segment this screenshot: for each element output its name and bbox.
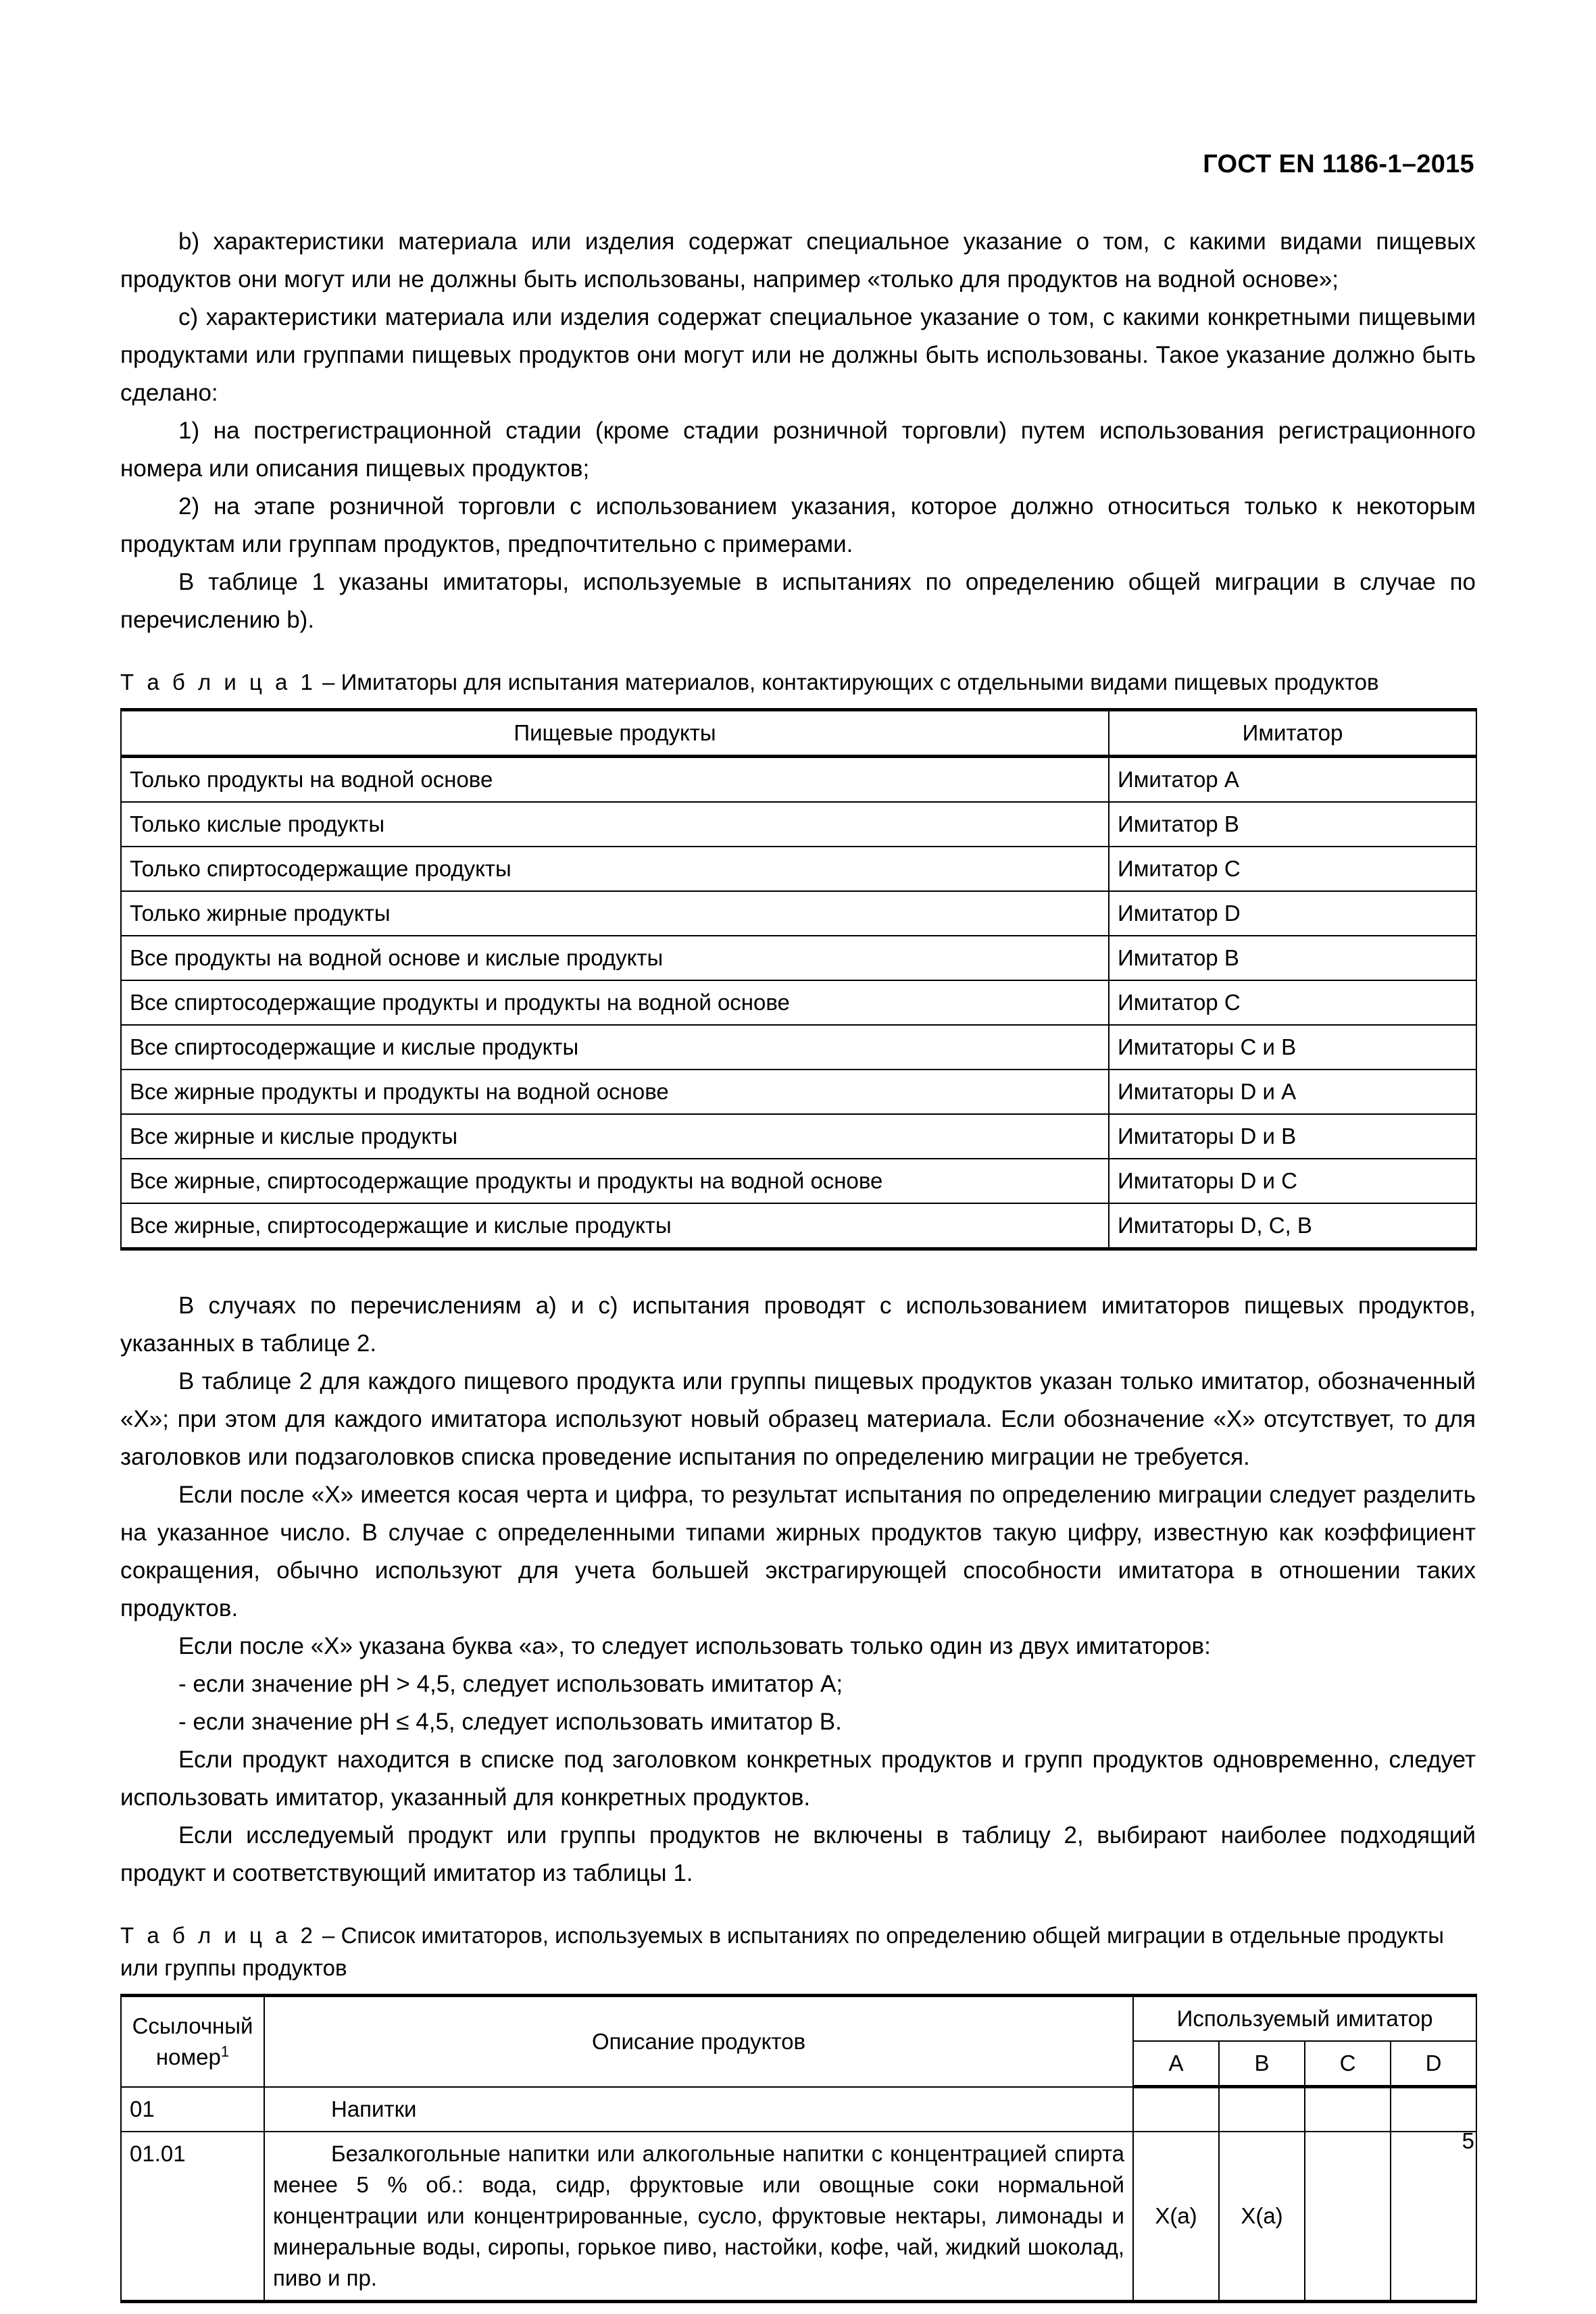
table-row (121, 802, 1476, 847)
table2-cell-simulant-d (1391, 2132, 1476, 2302)
page-header-standard-title: ГОСТ EN 1186-1–2015 (1203, 150, 1474, 178)
table-row (121, 936, 1476, 980)
paragraph-after-table1-3: Если после «X» имеется косая черта и цифра, то результат испытания по определению миграции следует разделить на указанное число. В случае с определенными типами жирных продуктов такую цифру, известную как коэффициент сокращения, обычно используют для учета большей экстрагирующей способности имитатора в отношении таких продуктов. (120, 1482, 1476, 1621)
bullet-ph-less-equal: - если значение pH ≤ 4,5, следует использовать имитатор B. (178, 1709, 842, 1735)
table1-header-food: Пищевые продукты (121, 710, 1109, 757)
table2-cell-simulant-c (1305, 2132, 1391, 2302)
table2-cell-description: Безалкогольные напитки или алкогольные напитки с концентрацией спирта менее 5 % об.: вода, сидр, фруктовые или овощные соки нормальной концентрации или концентрированные, сусло, фруктовые нектары, лимонады и минеральные воды, сиропы, горькое пиво, настойки, кофе, чай, жидкий шоколад, пиво и пр. (264, 2132, 1133, 2302)
paragraph-c: c) характеристики материала или изделия содержат специальное указание о том, с какими конкретными пищевыми продуктами или группами пищевых продуктов они могут или не должны быть использованы. Такое указание должно быть сделано: (120, 304, 1476, 406)
table1-cell-food: Все жирные продукты и продукты на водной основе (121, 1070, 1109, 1114)
spacer (120, 639, 1476, 666)
table2-cell-simulant-d (1391, 2087, 1476, 2132)
table1-cell-simulant: Имитатор B (1109, 802, 1476, 847)
table2-cell-description: Напитки (264, 2087, 1133, 2132)
table-row (121, 1025, 1476, 1070)
table-row (121, 1159, 1476, 1203)
table2-header-simulant-a: A (1133, 2041, 1219, 2087)
paragraph-table1-intro: В таблице 1 указаны имитаторы, используемые в испытаниях по определению общей миграции в случае по перечислению b). (120, 569, 1476, 633)
table1-cell-simulant: Имитатор D (1109, 891, 1476, 936)
paragraph-after-table1-4: Если после «X» указана буква «a», то следует использовать только один из двух имитаторов: (178, 1633, 1211, 1659)
paragraph-after-table1-5: Если продукт находится в списке под заголовком конкретных продуктов и групп продуктов одновременно, следует использовать имитатор, указанный для конкретных продуктов. (120, 1746, 1476, 1811)
table1-cell-simulant: Имитаторы D, C, B (1109, 1203, 1476, 1249)
table2-cell-simulant-b: X(a) (1219, 2132, 1305, 2302)
table2-header-reference-line1: Ссылочный (132, 2013, 253, 2038)
table1-cell-food: Только продукты на водной основе (121, 757, 1109, 803)
table-row (121, 1114, 1476, 1159)
table1-cell-simulant: Имитатор C (1109, 847, 1476, 891)
table1-header-simulant: Имитатор (1109, 710, 1476, 757)
table2-header-simulant-c: C (1305, 2041, 1391, 2087)
table2-header-reference-line2: номер (155, 2044, 221, 2069)
table2-cell-simulant-a: X(a) (1133, 2132, 1219, 2302)
table1-cell-simulant: Имитатор A (1109, 757, 1476, 803)
paragraph-after-table1-1: В случаях по перечислениям a) и c) испытания проводят с использованием имитаторов пищевых продуктов, указанных в таблице 2. (120, 1292, 1476, 1357)
table-row (121, 980, 1476, 1025)
table2-caption (120, 1919, 1476, 1984)
table2-body (121, 2087, 1476, 2302)
table1-cell-food: Все спиртосодержащие продукты и продукты на водной основе (121, 980, 1109, 1025)
paragraph-b: b) характеристики материала или изделия содержат специальное указание о том, с какими видами пищевых продуктов они могут или не должны быть использованы, например «только для продуктов на водной основе»; (120, 228, 1476, 293)
table2-caption-text: – Список имитаторов, используемых в испытаниях по определению общей миграции в отдельные продукты или группы продуктов (120, 1923, 1444, 1980)
table-row (121, 1070, 1476, 1114)
paragraph-c-1: 1) на пострегистрационной стадии (кроме стадии розничной торговли) путем использования регистрационного номера или описания пищевых продуктов; (120, 418, 1476, 482)
table1-cell-simulant: Имитаторы D и B (1109, 1114, 1476, 1159)
table2-cell-simulant-a (1133, 2087, 1219, 2132)
table1-cell-food: Все жирные и кислые продукты (121, 1114, 1109, 1159)
table2-header-simulant-d: D (1391, 2041, 1476, 2087)
bullet-ph-greater: - если значение pH > 4,5, следует использовать имитатор A; (178, 1671, 843, 1697)
paragraph-after-table1-2: В таблице 2 для каждого пищевого продукта или группы пищевых продуктов указан только имитатор, обозначенный «X»; при этом для каждого имитатора используют новый образец материала. Если обозначение «X» отсутствует, то для заголовков или подзаголовков списка проведение испытания по определению миграции не требуется. (120, 1368, 1476, 1470)
table1-cell-simulant: Имитатор B (1109, 936, 1476, 980)
table-row (121, 2132, 1476, 2302)
table2-caption-label: Т а б л и ц а 2 (120, 1923, 316, 1948)
table1-cell-food: Только жирные продукты (121, 891, 1109, 936)
table1-cell-food: Только спиртосодержащие продукты (121, 847, 1109, 891)
table1-cell-food: Только кислые продукты (121, 802, 1109, 847)
table2-header-row-top (121, 1996, 1476, 2042)
table1-caption-label: Т а б л и ц а 1 (120, 670, 316, 695)
table2-cell-ref: 01 (121, 2087, 264, 2132)
table1-cell-food: Все продукты на водной основе и кислые продукты (121, 936, 1109, 980)
spacer (120, 1251, 1476, 1287)
paragraph-after-table1-6: Если исследуемый продукт или группы продуктов не включены в таблицу 2, выбирают наиболее подходящий продукт и соответствующий имитатор из таблицы 1. (120, 1822, 1476, 1886)
table1-cell-simulant: Имитаторы D и C (1109, 1159, 1476, 1203)
table-simulants-per-product (120, 1994, 1477, 2303)
table2-cell-ref: 01.01 (121, 2132, 264, 2302)
table2-cell-simulant-c (1305, 2087, 1391, 2132)
table1-cell-food: Все жирные, спиртосодержащие продукты и продукты на водной основе (121, 1159, 1109, 1203)
table1-cell-simulant: Имитатор C (1109, 980, 1476, 1025)
table1-cell-simulant: Имитаторы D и A (1109, 1070, 1476, 1114)
table1-cell-food: Все спиртосодержащие и кислые продукты (121, 1025, 1109, 1070)
table2-cell-simulant-b (1219, 2087, 1305, 2132)
table-row (121, 891, 1476, 936)
footnote-marker: 1 (220, 2042, 230, 2060)
table1-cell-food: Все жирные, спиртосодержащие и кислые продукты (121, 1203, 1109, 1249)
table2-header-simulant-b: B (1219, 2041, 1305, 2087)
table1-header-row (121, 710, 1476, 757)
table1-body (121, 757, 1476, 1249)
table-row (121, 847, 1476, 891)
table-simulants-by-food-type (120, 708, 1477, 1251)
table1-caption (120, 666, 1476, 699)
table2-header-simulant-group: Используемый имитатор (1133, 1996, 1476, 2042)
table2-header-description: Описание продуктов (264, 1996, 1133, 2087)
table-row (121, 2087, 1476, 2132)
table2-header-reference-number (121, 1996, 264, 2087)
document-body (120, 223, 1476, 2303)
table-row (121, 1203, 1476, 1249)
paragraph-c-2: 2) на этапе розничной торговли с использованием указания, которое должно относиться только к некоторым продуктам или группам продуктов, предпочтительно с примерами. (120, 493, 1476, 557)
spacer (120, 1892, 1476, 1919)
page-number: 5 (1462, 2128, 1474, 2153)
table1-caption-text: – Имитаторы для испытания материалов, контактирующих с отдельными видами пищевых продуктов (316, 670, 1379, 695)
table-row (121, 757, 1476, 803)
table1-cell-simulant: Имитаторы C и B (1109, 1025, 1476, 1070)
